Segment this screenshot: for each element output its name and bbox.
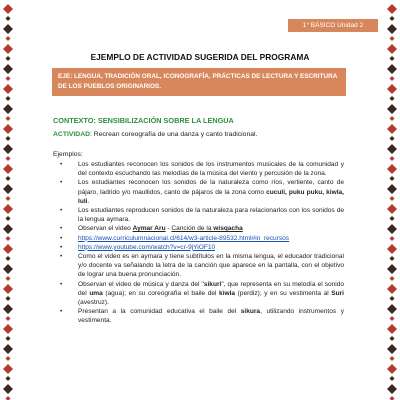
border-diamond-small	[6, 176, 11, 181]
eje-banner: EJE: LENGUA, TRADICIÓN ORAL, ICONOGRAFÍA, PRÁCTICAS DE LECTURA Y ESCRITURA DE LOS PUEBLOS ORIGINARIOS.	[52, 68, 346, 96]
border-diamond-small	[390, 376, 395, 381]
border-diamond	[387, 184, 397, 194]
border-diamond-small	[6, 396, 11, 400]
border-diamond	[3, 364, 13, 374]
border-diamond-small	[6, 356, 11, 361]
border-diamond-small	[6, 276, 11, 281]
bullet-icon: •	[60, 308, 63, 316]
border-diamond	[387, 244, 397, 254]
context-heading: CONTEXTO: SENSIBILIZACIÓN SOBRE LA LENGUA	[53, 116, 234, 125]
border-diamond	[3, 304, 13, 314]
border-diamond	[387, 324, 397, 334]
border-diamond-small	[6, 296, 11, 301]
border-diamond-small	[6, 336, 11, 341]
bullet-icon: •	[60, 225, 63, 233]
youtube-link[interactable]: https://www.youtube.com/watch?v=cr-9jYiOF10	[78, 243, 216, 251]
border-diamond-small	[390, 76, 395, 81]
border-diamond	[387, 164, 397, 174]
activity-text: : Recrean coreografía de una danza y canto tradicional.	[90, 131, 258, 138]
border-diamond	[3, 64, 13, 74]
border-diamond-small	[390, 396, 395, 400]
bullet-icon: •	[60, 243, 63, 251]
border-diamond-small	[6, 116, 11, 121]
bullet-icon: •	[60, 253, 63, 261]
border-diamond-small	[6, 216, 11, 221]
border-diamond	[3, 244, 13, 254]
border-diamond	[3, 24, 13, 34]
border-diamond-small	[6, 196, 11, 201]
border-diamond-small	[390, 316, 395, 321]
bullet-icon: •	[60, 280, 63, 288]
border-diamond-small	[390, 256, 395, 261]
border-diamond	[3, 124, 13, 134]
border-diamond	[3, 184, 13, 194]
border-diamond-small	[390, 16, 395, 21]
curriculum-link[interactable]: https://www.curriculumnacional.cl/614/w3-article-89532.html#in_recursos	[78, 234, 290, 242]
border-diamond-small	[390, 216, 395, 221]
border-diamond-small	[6, 236, 11, 241]
border-diamond-small	[6, 16, 11, 21]
border-diamond-small	[390, 296, 395, 301]
examples-label: Ejemplos:	[53, 151, 83, 158]
border-diamond	[387, 204, 397, 214]
list-item: • Como el video es en aymara y tiene subtítulos en la misma lengua, el educador tradicional y/o docente va señalando la letra de la canción que aparece en la pantalla, con el objetivo de lograr una buena pronunciación.	[60, 253, 344, 279]
border-diamond-small	[390, 276, 395, 281]
border-diamond	[3, 4, 13, 14]
list-item: • Observan el video Aymar Aru - Canción de la wisqacha	[60, 225, 243, 233]
list-item	[53, 234, 344, 243]
border-diamond	[387, 124, 397, 134]
border-diamond-small	[6, 36, 11, 41]
border-diamond	[3, 104, 13, 114]
list-item: • Observan el video de música y danza del "sikuri", que representa en su melodía el sonido del uma (agua); en su coreografía el baile del kiwla (perdiz); y en su vestimenta al Suri (avestruz).	[60, 280, 344, 307]
border-diamond	[3, 344, 13, 354]
border-diamond-small	[6, 76, 11, 81]
border-diamond-small	[390, 156, 395, 161]
border-diamond	[3, 204, 13, 214]
border-diamond	[387, 104, 397, 114]
border-diamond	[387, 84, 397, 94]
border-diamond-small	[390, 236, 395, 241]
bullet-icon: •	[60, 234, 63, 242]
border-diamond	[387, 4, 397, 14]
activity-label: ACTIVIDAD	[53, 131, 91, 138]
border-diamond-small	[6, 136, 11, 141]
border-diamond	[387, 264, 397, 274]
border-diamond-small	[390, 96, 395, 101]
list-item: • Presentan a la comunidad educativa el baile del sikura, utilizando instrumentos y vestimenta.	[60, 308, 344, 325]
border-diamond	[3, 384, 13, 394]
border-diamond	[387, 144, 397, 154]
border-diamond	[387, 344, 397, 354]
list-item: • Los estudiantes reconocen los sonidos de la naturaleza como ríos, vertiente, canto de pájaro, ladrido y/o maullidos, canto de pájaros de la zona como cuculi, puku puku, kiwla, luli.	[60, 179, 344, 205]
list-item	[53, 243, 344, 252]
border-diamond-small	[390, 116, 395, 121]
border-diamond-small	[6, 96, 11, 101]
border-diamond-small	[390, 36, 395, 41]
list-item: • Los estudiantes reconocen los sonidos de los instrumentos musicales de la comunidad y del contexto escuchando las melodías de la música del viento y percusión de la zona.	[60, 161, 344, 178]
activity-line	[53, 131, 257, 138]
border-diamond	[3, 144, 13, 154]
page-title: EJEMPLO DE ACTIVIDAD SUGERIDA DEL PROGRAMA	[90, 52, 310, 62]
bullet-icon: •	[60, 207, 63, 215]
bullet-icon: •	[60, 161, 63, 168]
bullet-icon: •	[60, 179, 63, 187]
border-diamond	[3, 164, 13, 174]
border-diamond	[387, 304, 397, 314]
border-diamond	[3, 324, 13, 334]
border-diamond-small	[6, 376, 11, 381]
border-diamond	[387, 224, 397, 234]
border-diamond	[3, 284, 13, 294]
border-diamond	[387, 384, 397, 394]
list-item: • Los estudiantes reproducen sonidos de la naturaleza para relacionarlos con los sonidos de la lengua aymara.	[60, 207, 344, 224]
border-diamond-small	[390, 196, 395, 201]
border-diamond	[3, 264, 13, 274]
examples-list	[53, 160, 344, 326]
border-diamond	[3, 224, 13, 234]
grade-unit-badge: 1° BÁSICO Unidad 2	[288, 19, 378, 32]
border-diamond	[387, 364, 397, 374]
border-diamond	[387, 284, 397, 294]
border-diamond-small	[6, 156, 11, 161]
border-diamond-small	[390, 136, 395, 141]
border-diamond-small	[6, 256, 11, 261]
border-diamond	[387, 24, 397, 34]
border-diamond	[3, 84, 13, 94]
border-diamond-small	[390, 336, 395, 341]
border-diamond	[387, 64, 397, 74]
border-diamond-small	[390, 176, 395, 181]
border-diamond-small	[390, 356, 395, 361]
border-diamond-small	[6, 316, 11, 321]
